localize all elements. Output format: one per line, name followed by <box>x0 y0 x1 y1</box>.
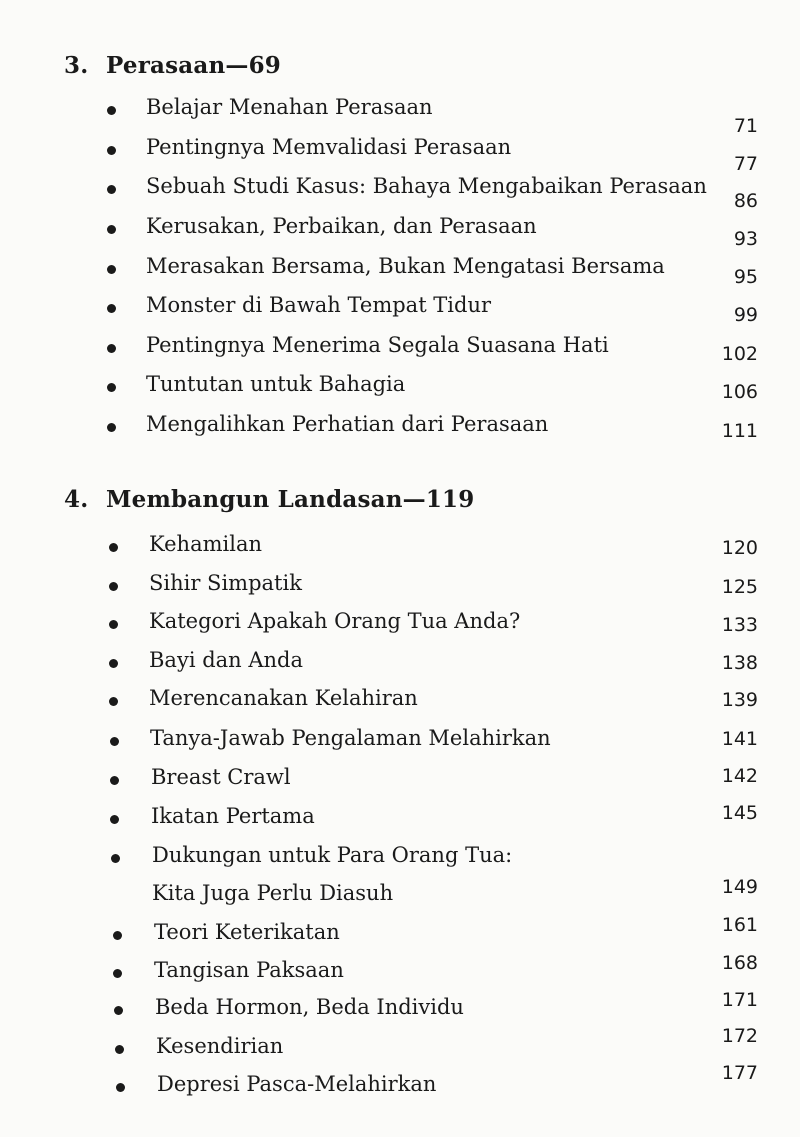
entry-page: 145 <box>721 802 758 824</box>
entry-page: 125 <box>721 576 758 598</box>
toc-entry <box>0 609 800 645</box>
entry-title: Tanya-Jawab Pengalaman Melahirkan <box>150 726 551 750</box>
entry-page: 111 <box>721 420 758 442</box>
bullet-icon <box>110 737 119 746</box>
entry-title: Pentingnya Memvalidasi Perasaan <box>146 135 512 159</box>
bullet-icon <box>107 225 116 234</box>
toc-entry <box>0 1025 800 1070</box>
bullet-icon <box>110 815 119 824</box>
toc-entry <box>0 914 800 956</box>
toc-entry <box>0 532 800 568</box>
entry-page: 177 <box>721 1062 758 1084</box>
entry-page: 161 <box>721 914 758 936</box>
entry-page: 171 <box>721 989 758 1011</box>
bullet-icon <box>113 931 122 940</box>
toc-entry <box>0 412 800 448</box>
bullet-icon <box>109 543 118 552</box>
bullet-icon <box>109 582 118 591</box>
entry-title: Depresi Pasca-Melahirkan <box>157 1072 437 1096</box>
chapter-title: Perasaan—69 <box>106 52 282 79</box>
bullet-icon <box>107 106 116 115</box>
entry-page: 138 <box>721 652 758 674</box>
bullet-icon <box>109 620 118 629</box>
toc-entry <box>0 804 800 840</box>
bullet-icon <box>107 146 116 155</box>
bullet-icon <box>109 697 118 706</box>
entry-page: 142 <box>721 765 758 787</box>
entry-title: Bayi dan Anda <box>149 648 304 672</box>
bullet-icon <box>107 383 116 392</box>
bullet-icon <box>109 659 118 668</box>
entry-title: Kategori Apakah Orang Tua Anda? <box>149 609 521 633</box>
entry-title: Breast Crawl <box>151 765 291 789</box>
entry-page: 149 <box>721 876 758 898</box>
entry-page: 95 <box>733 266 758 288</box>
entry-title: Sihir Simpatik <box>149 571 302 595</box>
entry-page: 141 <box>721 728 758 750</box>
entry-title: Kesendirian <box>156 1034 284 1058</box>
toc-entry <box>0 765 800 801</box>
entry-title: Kehamilan <box>149 532 262 556</box>
entry-title: Dukungan untuk Para Orang Tua: <box>152 843 513 867</box>
entry-page: 133 <box>721 614 758 636</box>
bullet-icon <box>107 185 116 194</box>
entry-title: Merasakan Bersama, Bukan Mengatasi Bersama <box>146 254 665 278</box>
toc-entry <box>0 333 800 369</box>
bullet-icon <box>107 423 116 432</box>
bullet-icon <box>107 304 116 313</box>
toc-entry <box>0 95 800 137</box>
bullet-icon <box>116 1083 125 1092</box>
entry-page: 139 <box>721 689 758 711</box>
bullet-icon <box>107 344 116 353</box>
entry-page: 172 <box>721 1025 758 1047</box>
toc-entry <box>0 952 800 994</box>
entry-title: Merencanakan Kelahiran <box>149 686 418 710</box>
chapter-heading <box>64 52 281 79</box>
entry-page: 86 <box>733 190 758 212</box>
bullet-icon <box>107 265 116 274</box>
entry-page: 71 <box>733 115 758 137</box>
entry-title: Tuntutan untuk Bahagia <box>146 372 406 396</box>
bullet-icon <box>115 1045 124 1054</box>
entry-title: Belajar Menahan Perasaan <box>146 95 433 119</box>
chapter-title: Membangun Landasan—119 <box>106 486 475 513</box>
entry-title: Sebuah Studi Kasus: Bahaya Mengabaikan Perasaan <box>146 174 707 198</box>
bullet-icon <box>114 1006 123 1015</box>
chapter-number: 3. <box>64 52 89 79</box>
entry-title: Monster di Bawah Tempat Tidur <box>146 293 492 317</box>
toc-entry <box>0 293 800 329</box>
toc-entry <box>0 174 800 210</box>
toc-entry <box>0 135 800 175</box>
toc-entry <box>0 726 800 762</box>
entry-title: Tangisan Paksaan <box>154 958 344 982</box>
bullet-icon <box>110 776 119 785</box>
entry-title: Kerusakan, Perbaikan, dan Perasaan <box>146 214 537 238</box>
toc-entry <box>0 372 800 408</box>
toc-entry <box>0 648 800 684</box>
entry-page: 106 <box>721 381 758 403</box>
entry-title: Mengalihkan Perhatian dari Perasaan <box>146 412 549 436</box>
toc-entry-continuation <box>0 876 800 917</box>
entry-title: Ikatan Pertama <box>151 804 315 828</box>
toc-entry <box>0 843 800 879</box>
toc-entry <box>0 989 800 1031</box>
toc-entry <box>0 686 800 722</box>
entry-page: 120 <box>721 537 758 559</box>
bullet-icon <box>111 854 120 863</box>
entry-page: 93 <box>733 228 758 250</box>
entry-page: 77 <box>733 153 758 175</box>
entry-title: Beda Hormon, Beda Individu <box>155 995 464 1019</box>
entry-title: Pentingnya Menerima Segala Suasana Hati <box>146 333 609 357</box>
entry-title: Teori Keterikatan <box>154 920 340 944</box>
entry-title: Kita Juga Perlu Diasuh <box>152 881 394 905</box>
entry-page: 99 <box>733 304 758 326</box>
entry-page: 168 <box>721 952 758 974</box>
toc-entry <box>0 1062 800 1108</box>
chapter-number: 4. <box>64 486 89 513</box>
entry-page: 102 <box>721 343 758 365</box>
toc-entry <box>0 214 800 250</box>
chapter-heading <box>64 486 474 513</box>
bullet-icon <box>113 969 122 978</box>
toc-entry <box>0 571 800 607</box>
toc-entry <box>0 254 800 290</box>
